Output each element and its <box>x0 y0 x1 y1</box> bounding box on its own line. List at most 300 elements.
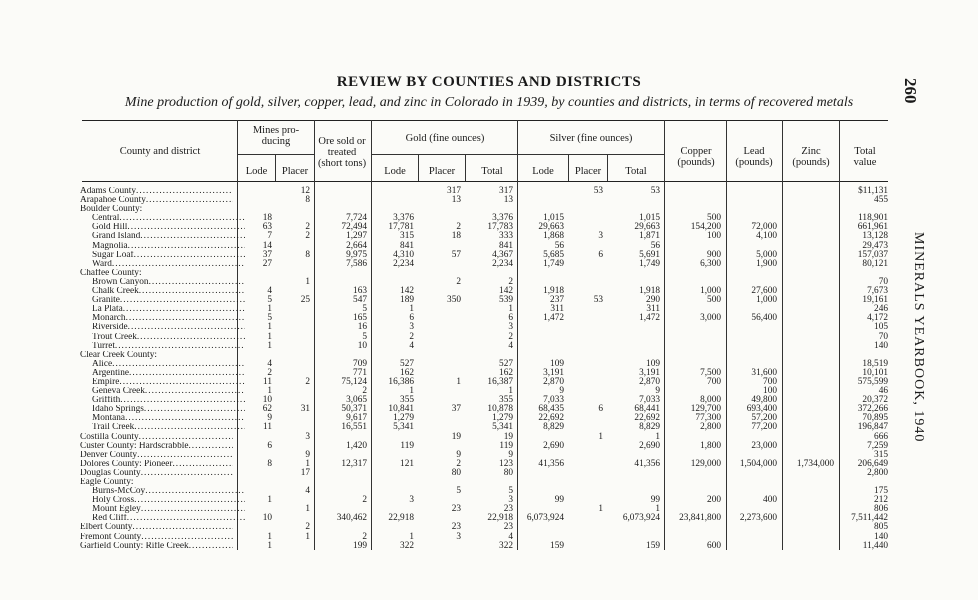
row-label: Adams County ..... <box>80 187 233 196</box>
table-cell: 56 <box>650 240 660 251</box>
table-cell: 2 <box>305 231 310 242</box>
row-label: Magnolia ..... <box>80 242 245 251</box>
table-cell: 129,000 <box>690 458 721 469</box>
row-label: Arapahoe County ..... <box>80 196 233 205</box>
table-cell: 2,870 <box>639 376 660 387</box>
table-cell: 5 <box>456 486 461 497</box>
row-label: Dolores County: Pioneer ..... <box>80 460 233 469</box>
table-cell: 2,234 <box>393 258 414 269</box>
table-cell: 1,015 <box>639 213 660 224</box>
table-cell: 1 <box>598 504 603 515</box>
table-cell: 200 <box>707 495 721 506</box>
table-cell: 23 <box>451 522 461 533</box>
table-cell: 3,065 <box>346 395 367 406</box>
table-cell: 5 <box>508 486 513 497</box>
table-cell: 142 <box>499 286 513 297</box>
table-cell: 29,663 <box>634 222 660 233</box>
table-cell: 5 <box>362 331 367 342</box>
row-label: Argentine ..... <box>80 369 245 378</box>
table-cell: 527 <box>400 358 414 369</box>
table-cell: 322 <box>499 540 513 551</box>
table-row <box>80 260 890 269</box>
table-cell: 1,734,000 <box>796 458 834 469</box>
gold-lode-header: Lode <box>384 166 406 177</box>
table-cell: 8 <box>305 249 310 260</box>
table-cell: 2 <box>362 495 367 506</box>
table-row <box>80 460 890 469</box>
table-row <box>80 351 890 360</box>
table-cell: 80 <box>451 467 461 478</box>
table-cell: 50,371 <box>341 404 367 415</box>
table-cell: 41,356 <box>538 458 564 469</box>
table-cell: 355 <box>499 395 513 406</box>
table-cell: 1,000 <box>700 286 721 297</box>
table-cell: 80,121 <box>862 258 888 269</box>
table-cell: 1 <box>267 540 272 551</box>
table-cell: 1,420 <box>346 440 367 451</box>
table-cell: 162 <box>400 367 414 378</box>
table-cell: 3,191 <box>639 367 660 378</box>
table-cell: 7,724 <box>346 213 367 224</box>
row-label: Empire ..... <box>80 378 245 387</box>
table-cell: 22,918 <box>388 513 414 524</box>
table-cell: 8 <box>267 458 272 469</box>
table-cell: 10,841 <box>388 404 414 415</box>
table-cell: 206,649 <box>857 458 888 469</box>
table-cell: 700 <box>707 376 721 387</box>
table-cell: 2 <box>267 367 272 378</box>
table-row <box>80 333 890 342</box>
table-cell: 1 <box>456 376 461 387</box>
table-cell: 2 <box>305 376 310 387</box>
table-cell: 2 <box>456 458 461 469</box>
table-cell: 2 <box>305 222 310 233</box>
table-cell: 121 <box>400 458 414 469</box>
table-cell: 16,551 <box>341 422 367 433</box>
table-row <box>80 533 890 542</box>
row-label: Douglas County ..... <box>80 469 233 478</box>
table-cell: 1,279 <box>492 413 513 424</box>
table-cell: 317 <box>447 186 461 196</box>
table-row <box>80 323 890 332</box>
table-cell: 196,847 <box>857 422 888 433</box>
table-cell: 317 <box>499 186 513 196</box>
table-cell: 77,200 <box>751 422 777 433</box>
table-cell: 12,317 <box>341 458 367 469</box>
table-cell: 4,172 <box>867 313 888 324</box>
table-cell: 1 <box>508 304 513 315</box>
table-cell: 1 <box>409 304 414 315</box>
table-cell: 6 <box>409 313 414 324</box>
table-cell: 3 <box>305 431 310 442</box>
table-cell: 841 <box>499 240 513 251</box>
table-cell: 3 <box>409 322 414 333</box>
table-cell: 7,500 <box>700 367 721 378</box>
table-cell: 118,901 <box>858 213 888 224</box>
table-cell: 189 <box>400 295 414 306</box>
table-cell: 1 <box>305 531 310 542</box>
table-cell: 11,440 <box>862 540 888 551</box>
table-cell: 4 <box>267 286 272 297</box>
column-divider <box>275 154 276 181</box>
table-cell: 22,692 <box>634 413 660 424</box>
table-cell: 1 <box>409 386 414 397</box>
table-cell: 1,297 <box>346 231 367 242</box>
copper-header: Copper (pounds) <box>677 146 715 168</box>
table-cell: 1,279 <box>393 413 414 424</box>
table-cell: 212 <box>874 495 888 506</box>
table-cell: 2,234 <box>492 258 513 269</box>
table-cell: 4 <box>267 358 272 369</box>
table-cell: 100 <box>707 231 721 242</box>
row-label: La Plata ..... <box>80 305 245 314</box>
row-label: Geneva Creek ..... <box>80 387 245 396</box>
table-cell: 2,800 <box>700 422 721 433</box>
table-cell: 1,918 <box>543 286 564 297</box>
table-cell: 140 <box>874 531 888 542</box>
table-cell: 2 <box>305 522 310 533</box>
table-cell: 25 <box>300 295 310 306</box>
table-cell: 600 <box>707 540 721 551</box>
row-label: Central ..... <box>80 214 245 223</box>
table-cell: 23 <box>451 504 461 515</box>
table-cell: 1 <box>267 322 272 333</box>
silver-lode-header: Lode <box>532 166 554 177</box>
table-cell: 100 <box>763 386 777 397</box>
table-cell: 119 <box>400 440 414 451</box>
row-label: Idaho Springs ..... <box>80 405 245 414</box>
table-cell: 17,783 <box>487 222 513 233</box>
table-cell: 700 <box>763 376 777 387</box>
table-body <box>80 187 890 551</box>
table-row <box>80 442 890 451</box>
table-cell: 9,617 <box>346 413 367 424</box>
gold-total-header: Total <box>481 166 503 177</box>
table-row <box>80 469 890 478</box>
table-cell: 23,841,800 <box>679 513 721 524</box>
table-cell: 17 <box>300 467 310 478</box>
row-label: Trail Creek ..... <box>80 423 245 432</box>
table-cell: 8 <box>305 195 310 206</box>
table-cell: 315 <box>874 449 888 460</box>
table-cell: 1 <box>655 431 660 442</box>
table-cell: 8,000 <box>700 395 721 406</box>
table-cell: 1 <box>655 504 660 515</box>
table-cell: 37 <box>262 249 272 260</box>
table-cell: 70,895 <box>862 413 888 424</box>
row-label: Gold Hill ..... <box>80 223 245 232</box>
table-cell: 333 <box>499 231 513 242</box>
county-header: County and district <box>119 146 201 157</box>
table-cell: 23 <box>503 504 513 515</box>
table-cell: 53 <box>593 186 603 196</box>
table-cell: 10 <box>262 513 272 524</box>
table-cell: 165 <box>353 313 367 324</box>
row-label: Turret ..... <box>80 342 245 351</box>
table-cell: 1 <box>267 304 272 315</box>
table-cell: 159 <box>646 540 660 551</box>
table-cell: 72,494 <box>341 222 367 233</box>
table-cell: 56,400 <box>751 313 777 324</box>
table-cell: 2,664 <box>346 240 367 251</box>
table-cell: 53 <box>593 295 603 306</box>
table-cell: 16,387 <box>487 376 513 387</box>
table-cell: 1 <box>305 276 310 287</box>
table-cell: 3,191 <box>543 367 564 378</box>
table-cell: 1 <box>267 495 272 506</box>
table-cell: 322 <box>400 540 414 551</box>
table-cell: 41,356 <box>634 458 660 469</box>
table-cell: 6,300 <box>700 258 721 269</box>
table-cell: 527 <box>499 358 513 369</box>
table-row <box>80 296 890 305</box>
running-head: MINERALS YEARBOOK, 1940 <box>911 232 926 443</box>
table-cell: 4 <box>508 531 513 542</box>
table-cell: 7,033 <box>639 395 660 406</box>
table-cell: 4 <box>409 340 414 351</box>
table-cell: 9 <box>559 386 564 397</box>
gold-placer-header: Placer <box>428 166 456 177</box>
table-cell: 1,504,000 <box>739 458 777 469</box>
table-cell: 1 <box>267 331 272 342</box>
table-cell: 22,692 <box>538 413 564 424</box>
row-label: Montana ..... <box>80 414 245 423</box>
table-cell: 1 <box>508 386 513 397</box>
table-cell: 7,511,442 <box>851 513 888 524</box>
table-cell: 5 <box>267 295 272 306</box>
mines-placer-header: Placer <box>281 166 309 177</box>
table-cell: 1,800 <box>700 440 721 451</box>
table-row <box>80 196 890 205</box>
table-cell: 142 <box>400 286 414 297</box>
table-cell: 6 <box>267 440 272 451</box>
table-cell: 340,462 <box>336 513 367 524</box>
table-cell: 140 <box>874 340 888 351</box>
row-label: Granite ..... <box>80 296 245 305</box>
row-label: Trout Creek ..... <box>80 333 245 342</box>
table-cell: 2,800 <box>867 467 888 478</box>
table-cell: 9,975 <box>346 249 367 260</box>
table-cell: 2,870 <box>543 376 564 387</box>
table-cell: 68,441 <box>634 404 660 415</box>
table-cell: 2,690 <box>543 440 564 451</box>
table-cell: 350 <box>447 295 461 306</box>
table-cell: 311 <box>646 304 660 315</box>
table-cell: 709 <box>353 358 367 369</box>
lead-header: Lead (pounds) <box>735 146 773 168</box>
table-cell: 575,599 <box>857 376 888 387</box>
table-cell: 70 <box>878 331 888 342</box>
table-cell: 1 <box>267 386 272 397</box>
row-label: Brown Canyon ..... <box>80 278 245 287</box>
mines-subheader-rule <box>238 154 314 155</box>
table-cell: 6 <box>598 249 603 260</box>
table-cell: 290 <box>646 295 660 306</box>
table-cell: 661,961 <box>857 222 888 233</box>
table-cell: 500 <box>707 213 721 224</box>
header-bottom-rule <box>82 181 888 182</box>
table-cell: 57,200 <box>751 413 777 424</box>
table-cell: 11 <box>263 422 272 433</box>
table-cell: 75,124 <box>341 376 367 387</box>
row-label: Holy Cross ..... <box>80 496 245 505</box>
table-cell: 1,871 <box>639 231 660 242</box>
table-cell: 771 <box>353 367 367 378</box>
table-cell: 37 <box>451 404 461 415</box>
table-cell: 1,918 <box>639 286 660 297</box>
table-cell: 18,519 <box>862 358 888 369</box>
table-cell: 693,400 <box>746 404 777 415</box>
table-cell: 400 <box>763 495 777 506</box>
table-cell: 547 <box>353 295 367 306</box>
table-cell: 1 <box>267 340 272 351</box>
table-cell: 29,663 <box>538 222 564 233</box>
table-row <box>80 542 890 551</box>
table-cell: 7,586 <box>346 258 367 269</box>
ore-header: Ore sold or treated (short tons) <box>317 136 367 169</box>
table-cell: 27 <box>262 258 272 269</box>
table-cell: 19 <box>451 431 461 442</box>
table-cell: 53 <box>650 186 660 196</box>
table-cell: 4 <box>508 340 513 351</box>
table-cell: 7,259 <box>867 440 888 451</box>
table-cell: 6,073,924 <box>526 513 564 524</box>
table-cell: 246 <box>874 304 888 315</box>
table-row <box>80 496 890 505</box>
table-cell: 31,600 <box>751 367 777 378</box>
table-row <box>80 314 890 323</box>
table-cell: 80 <box>503 467 513 478</box>
header-top-rule <box>82 120 888 121</box>
table-cell: 7 <box>267 231 272 242</box>
row-label: Chalk Creek ..... <box>80 287 245 296</box>
table-cell: 311 <box>550 304 564 315</box>
table-cell: 13,128 <box>862 231 888 242</box>
table-row <box>80 478 890 487</box>
table-cell: 841 <box>400 240 414 251</box>
table-cell: 19,161 <box>862 295 888 306</box>
table-cell: 62 <box>262 404 272 415</box>
table-cell: 99 <box>650 495 660 506</box>
gold-header: Gold (fine ounces) <box>405 133 485 144</box>
table-cell: 6 <box>508 313 513 324</box>
table-row <box>80 187 890 196</box>
table-cell: 2 <box>508 331 513 342</box>
table-cell: 162 <box>499 367 513 378</box>
table-cell: $11,131 <box>858 186 888 196</box>
table-cell: 315 <box>400 231 414 242</box>
table-cell: 9 <box>305 449 310 460</box>
table-cell: 16,386 <box>388 376 414 387</box>
table-cell: 2 <box>456 276 461 287</box>
table-cell: 2,690 <box>639 440 660 451</box>
table-cell: 2 <box>508 276 513 287</box>
column-divider <box>607 154 608 181</box>
row-label: Chaffee County: <box>80 268 142 278</box>
table-cell: 5,691 <box>639 249 660 260</box>
table-cell: 18 <box>262 213 272 224</box>
row-label: Garfield County: Rifle Creek ..... <box>80 542 233 551</box>
table-cell: 7,673 <box>867 286 888 297</box>
row-label: Ward ..... <box>80 260 245 269</box>
table-cell: 27,600 <box>751 286 777 297</box>
table-row <box>80 514 890 523</box>
table-cell: 5,000 <box>756 249 777 260</box>
row-label: Burns-McCoy ..... <box>80 487 245 496</box>
table-cell: 20,372 <box>862 395 888 406</box>
table-cell: 3,376 <box>492 213 513 224</box>
table-cell: 1 <box>305 458 310 469</box>
table-cell: 4,367 <box>492 249 513 260</box>
table-cell: 12 <box>300 186 310 196</box>
table-cell: 10 <box>262 395 272 406</box>
table-cell: 5,685 <box>543 249 564 260</box>
table-cell: 1 <box>305 504 310 515</box>
table-cell: 4,100 <box>756 231 777 242</box>
table-cell: 11 <box>263 376 272 387</box>
table-cell: 16 <box>357 322 367 333</box>
table-cell: 1 <box>267 531 272 542</box>
table-cell: 29,473 <box>862 240 888 251</box>
table-row <box>80 205 890 214</box>
table-cell: 6 <box>598 404 603 415</box>
table-cell: 46 <box>878 386 888 397</box>
table-cell: 900 <box>707 249 721 260</box>
table-cell: 3,000 <box>700 313 721 324</box>
table-cell: 157,037 <box>857 249 888 260</box>
row-label: Grand Island ..... <box>80 232 245 241</box>
zinc-header: Zinc (pounds) <box>792 146 830 168</box>
table-cell: 455 <box>874 195 888 206</box>
table-cell: 5 <box>267 313 272 324</box>
table-cell: 23 <box>503 522 513 533</box>
table-cell: 119 <box>499 440 513 451</box>
table-cell: 3 <box>598 231 603 242</box>
table-cell: 806 <box>874 504 888 515</box>
table-cell: 199 <box>353 540 367 551</box>
table-row <box>80 342 890 351</box>
table-cell: 9 <box>508 449 513 460</box>
row-label: Clear Creek County: <box>80 350 157 360</box>
row-label: Mount Egley ..... <box>80 505 245 514</box>
row-label: Eagle County: <box>80 478 134 487</box>
table-cell: 2,273,600 <box>739 513 777 524</box>
page-number: 260 <box>901 78 920 104</box>
table-cell: 8,829 <box>543 422 564 433</box>
row-label: Boulder County: <box>80 205 143 215</box>
table-cell: 1,472 <box>639 313 660 324</box>
table-cell: 9 <box>655 386 660 397</box>
column-divider <box>465 154 466 181</box>
table-cell: 49,800 <box>751 395 777 406</box>
silver-placer-header: Placer <box>574 166 602 177</box>
column-divider <box>418 154 419 181</box>
table-caption: Mine production of gold, silver, copper, lead, and zinc in Colorado in 1939, by counties and districts, in terms of recovered metals <box>124 95 854 110</box>
table-cell: 1 <box>598 431 603 442</box>
page-title: REVIEW BY COUNTIES AND DISTRICTS <box>336 74 642 90</box>
table-cell: 77,300 <box>695 413 721 424</box>
table-cell: 4,310 <box>393 249 414 260</box>
table-cell: 63 <box>262 222 272 233</box>
table-cell: 5,341 <box>492 422 513 433</box>
table-cell: 123 <box>499 458 513 469</box>
table-cell: 2 <box>362 531 367 542</box>
total-value-header: Total value <box>853 146 877 168</box>
row-label: Denver County ..... <box>80 451 233 460</box>
table-cell: 3 <box>508 322 513 333</box>
table-cell: 17,781 <box>388 222 414 233</box>
table-cell: 23,000 <box>751 440 777 451</box>
